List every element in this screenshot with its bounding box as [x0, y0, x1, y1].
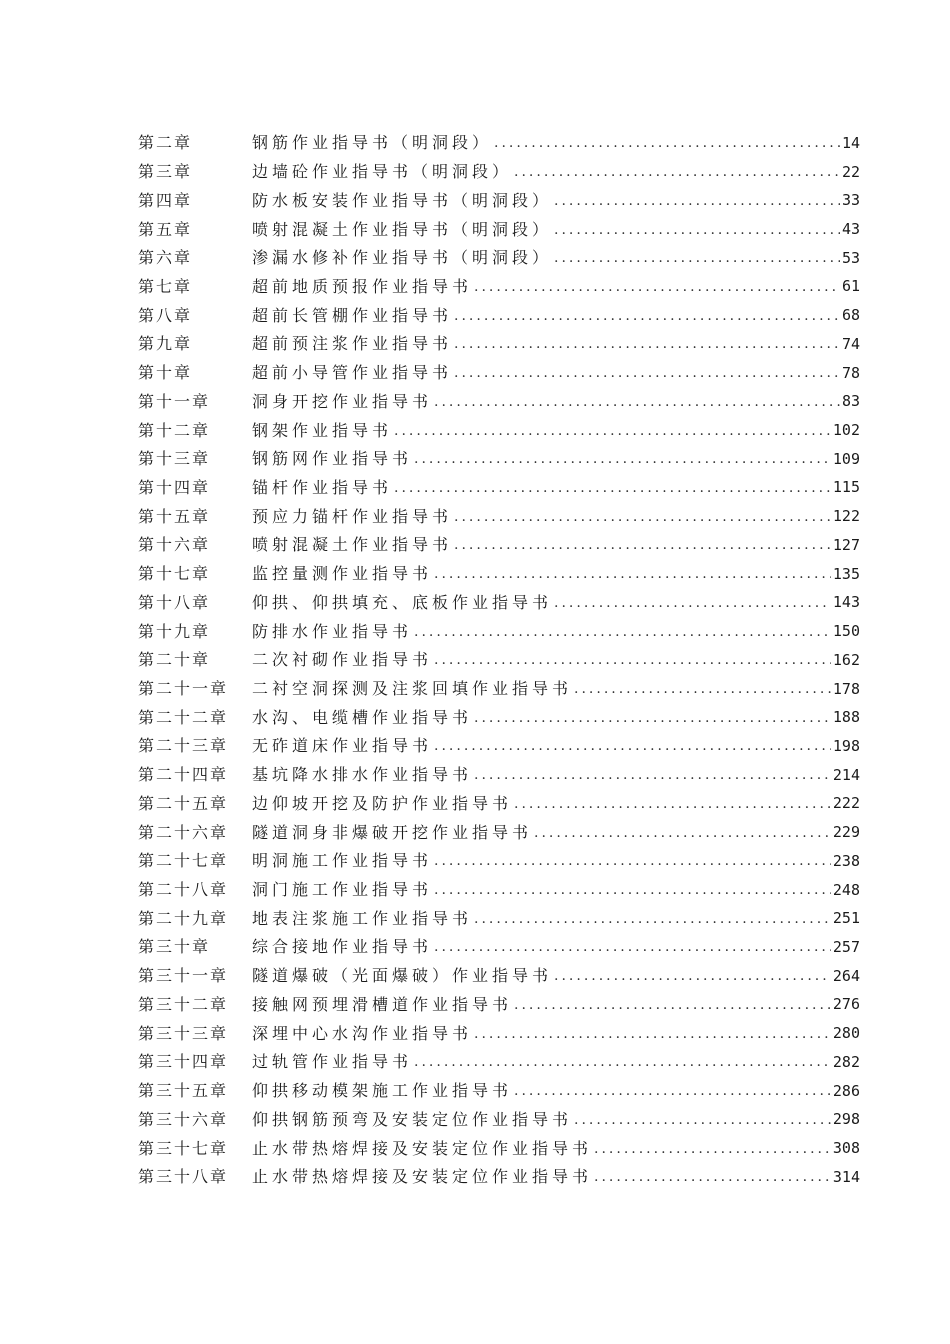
toc-chapter-number: 第十三章 [138, 449, 211, 469]
toc-dot-leader [594, 1170, 831, 1184]
toc-dot-leader [574, 1113, 831, 1127]
toc-entry[interactable] [138, 531, 860, 560]
toc-page-number: 162 [832, 650, 860, 669]
toc-entry[interactable] [138, 244, 860, 273]
toc-dot-leader [454, 366, 840, 380]
toc-chapter-title: 基坑降水排水作业指导书 [252, 765, 473, 785]
toc-chapter-number: 第三十四章 [138, 1052, 229, 1072]
toc-chapter-title: 超前预注浆作业指导书 [252, 334, 453, 354]
toc-chapter-number: 第二十九章 [138, 908, 229, 928]
toc-entry[interactable] [138, 445, 860, 474]
toc-dot-leader [434, 567, 831, 581]
toc-page-number: 238 [832, 851, 860, 870]
toc-page-number: 198 [832, 736, 860, 755]
toc-chapter-title: 防排水作业指导书 [252, 621, 413, 641]
toc-entry[interactable] [138, 1019, 860, 1048]
toc-chapter-number: 第二章 [138, 133, 193, 153]
toc-chapter-number: 第二十章 [138, 650, 211, 670]
toc-chapter-number: 第二十八章 [138, 880, 229, 900]
toc-chapter-number: 第三章 [138, 162, 193, 182]
toc-page-number: 257 [832, 937, 860, 956]
toc-entry[interactable] [138, 560, 860, 589]
toc-chapter-number: 第六章 [138, 248, 193, 268]
toc-chapter-number: 第十一章 [138, 391, 211, 411]
toc-chapter-number: 第十七章 [138, 564, 211, 584]
toc-chapter-number: 第十六章 [138, 535, 211, 555]
toc-entry[interactable] [138, 991, 860, 1020]
toc-entry[interactable] [138, 273, 860, 302]
toc-chapter-title: 明洞施工作业指导书 [252, 851, 433, 871]
toc-dot-leader [474, 711, 831, 725]
toc-chapter-title: 无砟道床作业指导书 [252, 736, 433, 756]
toc-page-number: 78 [841, 363, 860, 382]
toc-chapter-title: 仰拱钢筋预弯及安装定位作业指导书 [252, 1109, 573, 1129]
toc-entry[interactable] [138, 1105, 860, 1134]
toc-page-number: 178 [832, 679, 860, 698]
toc-entry[interactable] [138, 215, 860, 244]
toc-chapter-title: 超前小导管作业指导书 [252, 363, 453, 383]
toc-dot-leader [434, 883, 831, 897]
toc-chapter-number: 第三十七章 [138, 1138, 229, 1158]
toc-chapter-title: 锚杆作业指导书 [252, 477, 393, 497]
toc-dot-leader [434, 854, 831, 868]
toc-entry[interactable] [138, 1134, 860, 1163]
toc-chapter-number: 第十八章 [138, 592, 211, 612]
toc-chapter-title: 边墙砼作业指导书（明洞段） [252, 162, 513, 182]
toc-chapter-number: 第二十一章 [138, 679, 229, 699]
toc-page-number: 248 [832, 880, 860, 899]
toc-entry[interactable] [138, 818, 860, 847]
toc-chapter-title: 二次衬砌作业指导书 [252, 650, 433, 670]
toc-entry[interactable] [138, 330, 860, 359]
toc-page-number: 298 [832, 1110, 860, 1129]
toc-dot-leader [434, 653, 831, 667]
toc-chapter-title: 监控量测作业指导书 [252, 564, 433, 584]
toc-chapter-title: 渗漏水修补作业指导书（明洞段） [252, 248, 553, 268]
toc-page-number: 214 [832, 765, 860, 784]
toc-dot-leader [514, 165, 840, 179]
toc-chapter-number: 第二十五章 [138, 793, 229, 813]
toc-chapter-number: 第三十一章 [138, 966, 229, 986]
toc-chapter-number: 第十九章 [138, 621, 211, 641]
toc-entry[interactable] [138, 1163, 860, 1192]
toc-page-number: 150 [832, 622, 860, 641]
toc-chapter-number: 第二十二章 [138, 707, 229, 727]
toc-page-number: 264 [832, 966, 860, 985]
toc-page-number: 229 [832, 823, 860, 842]
toc-chapter-title: 止水带热熔焊接及安装定位作业指导书 [252, 1138, 593, 1158]
toc-dot-leader [454, 337, 840, 351]
table-of-contents [138, 129, 860, 1192]
toc-page-number: 83 [841, 392, 860, 411]
toc-chapter-title: 洞身开挖作业指导书 [252, 391, 433, 411]
toc-page-number: 115 [832, 478, 860, 497]
toc-dot-leader [554, 969, 831, 983]
toc-dot-leader [474, 1027, 831, 1041]
toc-page-number: 276 [832, 995, 860, 1014]
toc-page-number: 53 [841, 248, 860, 267]
toc-entry[interactable] [138, 359, 860, 388]
toc-dot-leader [434, 395, 840, 409]
toc-entry[interactable] [138, 502, 860, 531]
toc-chapter-title: 钢筋作业指导书（明洞段） [252, 133, 493, 153]
toc-chapter-title: 超前长管棚作业指导书 [252, 305, 453, 325]
toc-chapter-number: 第十章 [138, 363, 193, 383]
toc-entry[interactable] [138, 1077, 860, 1106]
toc-chapter-title: 地表注浆施工作业指导书 [252, 908, 473, 928]
toc-dot-leader [454, 309, 840, 323]
toc-dot-leader [434, 940, 831, 954]
toc-chapter-title: 边仰坡开挖及防护作业指导书 [252, 793, 513, 813]
toc-page-number: 188 [832, 708, 860, 727]
toc-chapter-number: 第十五章 [138, 506, 211, 526]
toc-entry[interactable] [138, 589, 860, 618]
toc-entry[interactable] [138, 1048, 860, 1077]
toc-dot-leader [474, 280, 840, 294]
toc-chapter-number: 第八章 [138, 305, 193, 325]
toc-page-number: 314 [832, 1167, 860, 1186]
toc-page-number: 102 [832, 421, 860, 440]
toc-chapter-number: 第九章 [138, 334, 193, 354]
toc-page-number: 135 [832, 564, 860, 583]
toc-chapter-title: 钢筋网作业指导书 [252, 449, 413, 469]
toc-page-number: 14 [841, 133, 860, 152]
toc-dot-leader [394, 424, 831, 438]
toc-page-number: 122 [832, 507, 860, 526]
toc-chapter-number: 第三十六章 [138, 1109, 229, 1129]
toc-dot-leader [474, 912, 831, 926]
toc-dot-leader [554, 223, 840, 237]
toc-chapter-number: 第二十七章 [138, 851, 229, 871]
toc-chapter-title: 防水板安装作业指导书（明洞段） [252, 190, 553, 210]
toc-chapter-number: 第三十八章 [138, 1167, 229, 1187]
toc-entry[interactable] [138, 732, 860, 761]
toc-chapter-title: 接触网预埋滑槽道作业指导书 [252, 994, 513, 1014]
toc-chapter-title: 超前地质预报作业指导书 [252, 276, 473, 296]
toc-dot-leader [414, 1055, 831, 1069]
toc-dot-leader [454, 510, 831, 524]
toc-entry[interactable] [138, 646, 860, 675]
toc-chapter-number: 第二十四章 [138, 765, 229, 785]
toc-entry[interactable] [138, 761, 860, 790]
toc-entry[interactable] [138, 387, 860, 416]
toc-entry[interactable] [138, 301, 860, 330]
toc-dot-leader [474, 768, 831, 782]
toc-entry[interactable] [138, 416, 860, 445]
toc-chapter-title: 止水带热熔焊接及安装定位作业指导书 [252, 1167, 593, 1187]
toc-page-number: 251 [832, 909, 860, 928]
toc-page-number: 109 [832, 449, 860, 468]
toc-chapter-number: 第三十五章 [138, 1081, 229, 1101]
toc-entry[interactable] [138, 933, 860, 962]
toc-page-number: 280 [832, 1024, 860, 1043]
toc-chapter-number: 第二十三章 [138, 736, 229, 756]
toc-entry[interactable] [138, 703, 860, 732]
toc-entry[interactable] [138, 186, 860, 215]
toc-page-number: 127 [832, 535, 860, 554]
toc-dot-leader [434, 739, 831, 753]
toc-chapter-title: 综合接地作业指导书 [252, 937, 433, 957]
toc-dot-leader [394, 481, 831, 495]
toc-page-number: 282 [832, 1052, 860, 1071]
toc-page-number: 286 [832, 1081, 860, 1100]
toc-entry[interactable] [138, 158, 860, 187]
toc-entry[interactable] [138, 129, 860, 158]
toc-chapter-number: 第四章 [138, 190, 193, 210]
toc-page-number: 308 [832, 1139, 860, 1158]
toc-chapter-number: 第七章 [138, 276, 193, 296]
toc-chapter-number: 第三十章 [138, 937, 211, 957]
toc-dot-leader [554, 596, 831, 610]
toc-entry[interactable] [138, 847, 860, 876]
toc-dot-leader [454, 538, 831, 552]
toc-page-number: 222 [832, 794, 860, 813]
toc-page-number: 43 [841, 220, 860, 239]
toc-chapter-title: 二衬空洞探测及注浆回填作业指导书 [252, 679, 573, 699]
toc-entry[interactable] [138, 962, 860, 991]
toc-dot-leader [494, 136, 840, 150]
toc-chapter-title: 深埋中心水沟作业指导书 [252, 1023, 473, 1043]
toc-chapter-title: 隧道洞身非爆破开挖作业指导书 [252, 822, 533, 842]
toc-entry[interactable] [138, 474, 860, 503]
toc-chapter-number: 第五章 [138, 219, 193, 239]
toc-chapter-title: 预应力锚杆作业指导书 [252, 506, 453, 526]
toc-chapter-number: 第十四章 [138, 477, 211, 497]
toc-chapter-number: 第三十三章 [138, 1023, 229, 1043]
toc-chapter-number: 第十二章 [138, 420, 211, 440]
toc-chapter-title: 洞门施工作业指导书 [252, 880, 433, 900]
toc-page-number: 68 [841, 306, 860, 325]
toc-dot-leader [594, 1142, 831, 1156]
toc-page-number: 143 [832, 593, 860, 612]
toc-chapter-title: 喷射混凝土作业指导书 [252, 535, 453, 555]
toc-dot-leader [414, 625, 831, 639]
toc-entry[interactable] [138, 876, 860, 905]
toc-entry[interactable] [138, 790, 860, 819]
toc-chapter-title: 仰拱、仰拱填充、底板作业指导书 [252, 592, 553, 612]
toc-dot-leader [554, 194, 840, 208]
toc-dot-leader [574, 682, 831, 696]
toc-chapter-title: 隧道爆破（光面爆破）作业指导书 [252, 966, 553, 986]
toc-page-number: 33 [841, 191, 860, 210]
toc-entry[interactable] [138, 904, 860, 933]
toc-entry[interactable] [138, 617, 860, 646]
toc-page-number: 22 [841, 162, 860, 181]
toc-chapter-title: 喷射混凝土作业指导书（明洞段） [252, 219, 553, 239]
toc-entry[interactable] [138, 675, 860, 704]
toc-chapter-title: 过轨管作业指导书 [252, 1052, 413, 1072]
toc-dot-leader [554, 251, 840, 265]
toc-chapter-title: 钢架作业指导书 [252, 420, 393, 440]
toc-chapter-title: 水沟、电缆槽作业指导书 [252, 707, 473, 727]
toc-page-number: 61 [841, 277, 860, 296]
toc-dot-leader [514, 998, 831, 1012]
toc-dot-leader [414, 452, 831, 466]
toc-dot-leader [514, 797, 831, 811]
toc-dot-leader [534, 826, 831, 840]
toc-chapter-number: 第三十二章 [138, 994, 229, 1014]
toc-page-number: 74 [841, 334, 860, 353]
toc-dot-leader [514, 1084, 831, 1098]
toc-chapter-title: 仰拱移动模架施工作业指导书 [252, 1081, 513, 1101]
toc-chapter-number: 第二十六章 [138, 822, 229, 842]
